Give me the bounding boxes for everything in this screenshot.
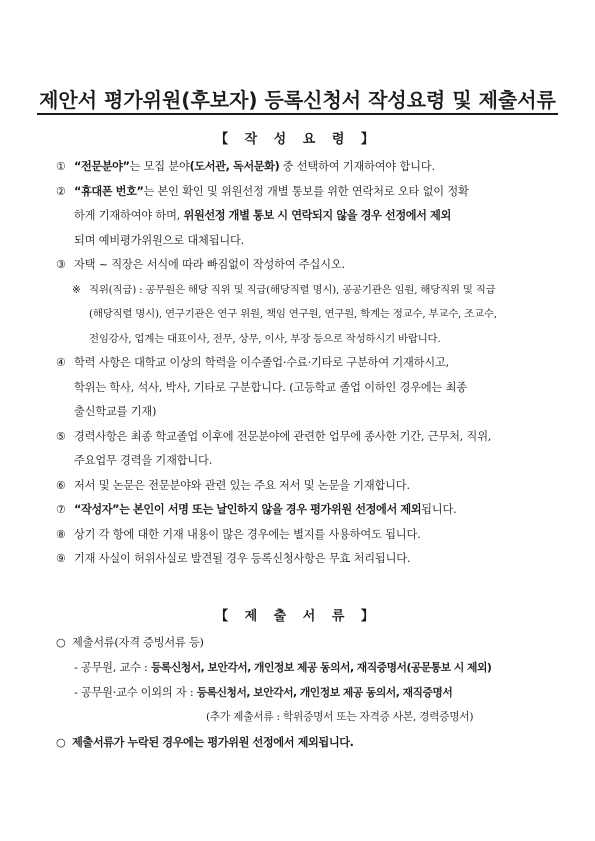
item-number: ①: [56, 160, 66, 173]
note-line: 전임강사, 업계는 대표이사, 전무, 상무, 이사, 부장 등으로 작성하시기 바랍니다.: [89, 332, 441, 345]
submission-row-docs: 등록신청서, 보안각서, 개인정보 제공 동의서, 재직증명서: [196, 686, 453, 699]
page-title: [0, 84, 595, 113]
body-text: 는 모집 분야: [129, 160, 190, 173]
note-line: 직위(직급) : 공무원은 해당 직위 및 직급(해당직렬 명시), 공공기관은 임원, 해당직위 및 직급: [89, 283, 496, 296]
guide-list: [56, 155, 556, 572]
item-line: [74, 253, 556, 278]
submission-row-prefix: - 공무원·교수 이외의 자 :: [74, 686, 197, 699]
body-text: 되며 예비평가위원으로 대체됩니다.: [74, 233, 245, 247]
submission-row-other: [56, 680, 556, 705]
body-text: 저서 및 논문은 전문분야와 관련 있는 주요 저서 및 논문을 기재합니다.: [74, 478, 410, 492]
item-line: [74, 376, 556, 401]
item-line: [74, 155, 556, 180]
submission-row-public: [56, 655, 556, 680]
submission-row-docs: 등록신청서, 보안각서, 개인정보 제공 동의서, 재직증명서(공문통보 시 제외): [150, 661, 492, 674]
item-line: [74, 449, 556, 474]
guide-item-9: [56, 547, 556, 572]
circle-bullet: ○: [56, 736, 66, 749]
guide-item-1: [56, 155, 556, 180]
circle-bullet: ○: [56, 636, 66, 649]
emphasis-text: “전문분야”: [74, 160, 130, 173]
submission-intro-text: 제출서류(자격 증빙서류 등): [72, 636, 204, 649]
submission-warning: [56, 730, 556, 755]
item-number: ④: [56, 356, 66, 369]
submission-note: (추가 제출서류 : 학위증명서 또는 자격증 사본, 경력증명서): [206, 711, 474, 723]
guide-item-5: [56, 425, 556, 474]
body-text: 기재 사실이 허위사실로 발견될 경우 등록신청사항은 무효 처리됩니다.: [74, 552, 411, 565]
guide-item-6: [56, 474, 556, 499]
body-text: 주요업무 경력을 기재합니다.: [74, 454, 213, 467]
item-line: [74, 523, 556, 548]
reference-mark-icon: ※: [72, 283, 81, 296]
emphasis-text: 위원선정 개별 통보 시 연락되지 않을 경우 선정에서 제외: [183, 209, 451, 222]
item-number: ②: [56, 184, 66, 198]
item-line: [74, 229, 556, 254]
item-line: [74, 351, 556, 376]
item-line: [74, 498, 556, 523]
emphasis-text: “휴대폰 번호”: [74, 184, 144, 198]
guide-item-note: [56, 278, 556, 352]
body-text: 하게 기재하여야 하며,: [74, 209, 184, 222]
guide-item-4: [56, 351, 556, 425]
body-text: 출신학교를 기재): [74, 405, 157, 418]
body-text: 자택 ~ 직장은 서식에 따라 빠짐없이 작성하여 주십시오.: [74, 258, 345, 271]
item-line: [74, 474, 556, 499]
guide-item-8: [56, 523, 556, 548]
item-line: [74, 547, 556, 572]
body-text: 는 본인 확인 및 위원선정 개별 통보를 위한 연락처로 오타 없이 정확: [143, 184, 469, 198]
submission-list: [56, 630, 556, 755]
emphasis-text: (도서관, 독서문화): [189, 160, 280, 173]
item-line: [74, 204, 556, 229]
guide-item-3: [56, 253, 556, 278]
emphasis-text: “작성자”는 본인이 서명 또는 날인하지 않을 경우 평가위원 선정에서 제외: [74, 503, 422, 516]
submission-warning-text: 제출서류가 누락된 경우에는 평가위원 선정에서 제외됩니다.: [72, 736, 354, 749]
submission-heading: 【 제 출 서 류 】: [215, 609, 380, 624]
guide-heading: 【 작 성 요 령 】: [215, 132, 380, 147]
body-text: 상기 각 항에 대한 기재 내용이 많은 경우에는 별지를 사용하여도 됩니다.: [74, 527, 421, 541]
body-text: 됩니다.: [421, 503, 457, 516]
body-text: 학력 사항은 대학교 이상의 학력을 이수졸업·수료·기타로 구분하여 기재하시고,: [74, 356, 450, 369]
item-number: ⑧: [56, 527, 66, 541]
item-number: ⑤: [56, 429, 66, 443]
body-text: 경력사항은 최종 학교졸업 이후에 전문분야에 관련한 업무에 종사한 기간, 근무처, 직위,: [74, 429, 492, 443]
body-text: 중 선택하여 기재하여야 합니다.: [279, 160, 435, 173]
guide-item-2: [56, 180, 556, 254]
body-text: 학위는 학사, 석사, 박사, 기타로 구분합니다. (고등학교 졸업 이하인 경우에는 최종: [74, 380, 467, 394]
item-number: ③: [56, 258, 66, 271]
item-number: ⑨: [56, 552, 66, 565]
item-line: [74, 400, 556, 425]
item-line: [74, 425, 556, 450]
page-title-text: 제안서 평가위원(후보자) 등록신청서 작성요령 및 제출서류: [37, 88, 558, 115]
item-line: [74, 180, 556, 205]
submission-row-prefix: - 공무원, 교수 :: [74, 661, 151, 674]
submission-intro: [56, 630, 556, 655]
note-line: (해당직렬 명시), 연구기관은 연구 위원, 책임 연구원, 연구원, 학계는 정교수, 부교수, 조교수,: [89, 308, 497, 320]
item-number: ⑦: [56, 503, 66, 516]
item-number: ⑥: [56, 478, 66, 492]
guide-item-7: [56, 498, 556, 523]
